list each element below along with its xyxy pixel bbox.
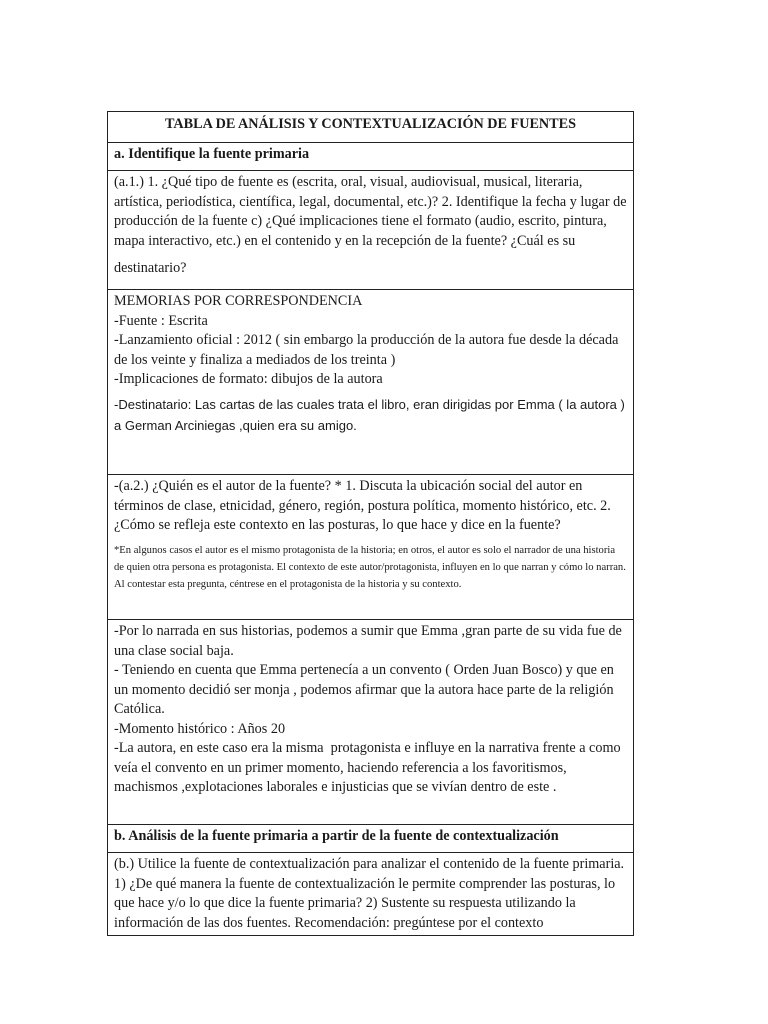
answer-a2-cell [108,620,634,825]
question-a2-cell [108,475,634,620]
answer-a1-cell [108,290,634,475]
table-title: TABLA DE ANÁLISIS Y CONTEXTUALIZACIÓN DE FUENTES [108,112,634,143]
question-a2-note: *En algunos casos el autor es el mismo protagonista de la historia; en otros, el autor es solo el narrador de una historia de quien otra persona es protagonista. El contexto de este autor/protagonista, influyen en lo que narran y cómo lo narran. Al contestar esta pregunta, céntrese en el protagonista de la historia y su contexto. [114,544,626,590]
analysis-table [107,111,634,936]
question-b-text: (b.) Utilice la fuente de contextualización para analizar el contenido de la fuente primaria. 1) ¿De qué manera la fuente de contextualización le permite comprender las posturas, lo que hace y/o lo que dice la fuente primaria? 2) Sustente su respuesta utilizando la información de las dos fuentes. Recomendación: pregúntese por el contexto [114,856,625,931]
answer-a2-class: -Por lo narrada en sus historias, podemos a sumir que Emma ,gran parte de su vida fue de una clase social baja. [114,623,626,659]
section-a-heading: a. Identifique la fuente primaria [108,143,634,171]
answer-a1-format: -Implicaciones de formato: dibujos de la autora [114,371,383,387]
question-a1-cell [108,171,634,290]
answer-a1-release: -Lanzamiento oficial : 2012 ( sin embargo la producción de la autora fue desde la década de los veinte y finaliza a mediados de los treinta ) [114,332,622,368]
answer-a2-moment: -Momento histórico : Años 20 [114,720,286,737]
question-a2-text: -(a.2.) ¿Quién es el autor de la fuente? * 1. Discuta la ubicación social del autor en términos de clase, etnicidad, género, región, postura política, momento histórico, etc. 2. ¿Cómo se refleja este contexto en las posturas, lo que hace y dice en la fuente? [114,478,611,533]
question-a1-tail: destinatario? [114,260,187,276]
question-b-cell [108,853,634,936]
question-a1-text: (a.1.) 1. ¿Qué tipo de fuente es (escrita, oral, visual, audiovisual, musical, literaria, artística, periodística, científica, legal, documental, etc.)? 2. Identifique la fecha y lugar de producción de la fuente c) ¿Qué implicaciones tiene el formato (audio, escrito, pintura, mapa interactivo, etc.) en el contenido y en la recepción de la fuente? ¿Cuál es su [114,174,627,249]
answer-a1-source: -Fuente : Escrita [114,312,208,329]
answer-a2-religion: - Teniendo en cuenta que Emma pertenecía a un convento ( Orden Juan Bosco) y que en un momento decidió ser monja , podemos afirmar que la autora hace parte de la religión Católica. [114,662,618,717]
section-b-heading: b. Análisis de la fuente primaria a partir de la fuente de contextualización [108,825,634,853]
answer-a1-recipient: -Destinatario: Las cartas de las cuales trata el libro, eran dirigidas por Emma ( la autora ) a German Arciniegas ,quien era su amigo. [114,396,629,433]
answer-a1-title: MEMORIAS POR CORRESPONDENCIA [114,293,363,309]
answer-a2-narrative: -La autora, en este caso era la misma protagonista e influye en la narrativa frente a como veía el convento en un primer momento, haciendo referencia a los favoritismos, machismos ,explotaciones laborales e injusticias que se vivían dentro de este . [114,740,625,795]
